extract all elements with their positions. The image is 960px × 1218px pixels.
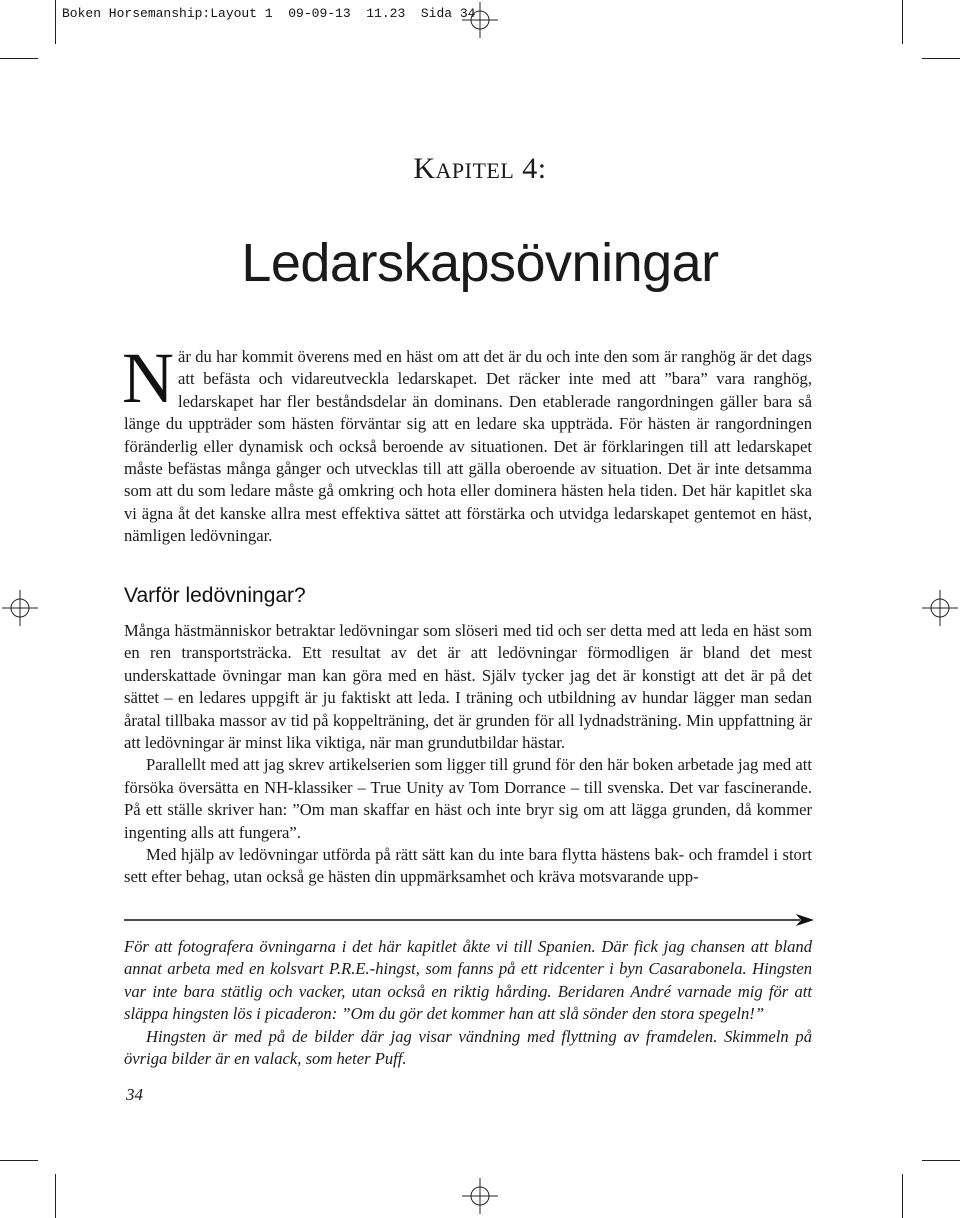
caption-paragraph-1: För att fotografera övningarna i det här kapitlet åkte vi till Spanien. Där fick jag chansen att bland annat arbeta med en kolsvart P.R.E.-hingst, som fanns på ett ridcenter i byn Casarabonela. Hingsten var inte bara stätlig och vacker, utan också en riktig hårding. Beridaren André varnade mig för att släppa hingsten lös i picaderon: ”Om du gör det kommer han att slå sönder den stora spegeln!”	[124, 937, 812, 1024]
chapter-title: Ledarskapsövningar	[241, 233, 719, 293]
chapter-kicker-rest: APITEL	[435, 158, 515, 183]
chapter-kicker-initial: K	[413, 152, 436, 185]
crop-mark-bottom-left-vertical	[55, 1174, 56, 1218]
section-body	[124, 620, 812, 889]
section-paragraph-2: Parallellt med att jag skrev artikelserien som ligger till grund för den här boken arbetade jag med att försöka översätta en NH-klassiker – True Unity av Tom Dorrance – till svenska. Det var fascinerande. På ett ställe skriver han: ”Om man skaffar en häst och inte bryr sig om att lägga grunden, då kommer ingenting alls att fungera”.	[124, 755, 812, 842]
registration-mark-right-icon	[922, 590, 958, 626]
arrow-divider-icon	[124, 913, 814, 927]
crop-mark-top-right-vertical	[902, 0, 903, 44]
section-heading: Varför ledövningar?	[124, 584, 306, 607]
section-paragraph-1: Många hästmänniskor betraktar ledövningar som slöseri med tid och ser detta med att leda en häst som en ren transportsträcka. Ett resultat av det är att ledövningar förmodligen är bland det mest underskattade övningar man kan göra med en häst. Själv tycker jag det är konstigt att det är på det sättet – en ledares uppgift är ju faktiskt att leda. I träning och utbildning av hundar lägger man sedan åratal tillbaka massor av tid på koppelträning, det är grunden för all lydnadsträning. Min uppfattning är att ledövningar är minst lika viktiga, när man grundutbildar hästar.	[124, 621, 812, 753]
intro-text: är du har kommit överens med en häst om att det är du och inte den som är ranghög är det dags att befästa och vidareutveckla ledarskapet. Det räcker inte med att ”bara” vara ranghög, ledarskapet har fler beståndsdelar än dominans. Den etablerade rangordningen gäller bara så länge du uppträder som hästen förväntar sig att en ledare ska uppträda. För hästen är rangordningen föränderlig eller dynamisk och också beroende av situationen. Det är förklaringen till att ledarskapet måste befästas många gånger och utvecklas till att gälla oberoende av situation. Det är inte detsamma som att du som ledare måste gå omkring och hota eller dominera hästen hela tiden. Det här kapitlet ska vi ägna åt det kanske allra mest effektiva sättet att förstärka och utvidga ledarskapet gentemot en häst, nämligen ledövningar.	[124, 347, 812, 546]
caption-paragraph-2: Hingsten är med på de bilder där jag visar vändning med flyttning av framdelen. Skimmeln på övriga bilder är en valack, som heter Puff.	[124, 1026, 812, 1069]
registration-mark-left-icon	[2, 590, 38, 626]
intro-block	[122, 338, 812, 548]
page-number: 34	[126, 1085, 143, 1104]
intro-paragraph	[122, 338, 812, 548]
chapter-kicker-number: 4:	[514, 152, 547, 185]
registration-mark-top-icon	[462, 2, 498, 38]
registration-mark-bottom-icon	[462, 1178, 498, 1214]
crop-mark-top-left-vertical	[55, 0, 56, 44]
crop-mark-top-left-horizontal	[0, 58, 38, 59]
chapter-kicker	[0, 152, 960, 186]
caption-block	[124, 936, 812, 1070]
drop-cap: N	[122, 338, 174, 418]
crop-mark-top-right-horizontal	[922, 58, 960, 59]
crop-mark-bottom-right-horizontal	[922, 1160, 960, 1161]
crop-mark-bottom-left-horizontal	[0, 1160, 38, 1161]
crop-mark-bottom-right-vertical	[902, 1174, 903, 1218]
slug-line: Boken Horsemanship:Layout 1 09-09-13 11.23 Sida 34	[62, 6, 476, 21]
section-paragraph-3: Med hjälp av ledövningar utförda på rätt sätt kan du inte bara flytta hästens bak- och framdel i stort sett efter behag, utan också ge hästen din uppmärksamhet och kräva motsvarande upp-	[124, 845, 812, 887]
